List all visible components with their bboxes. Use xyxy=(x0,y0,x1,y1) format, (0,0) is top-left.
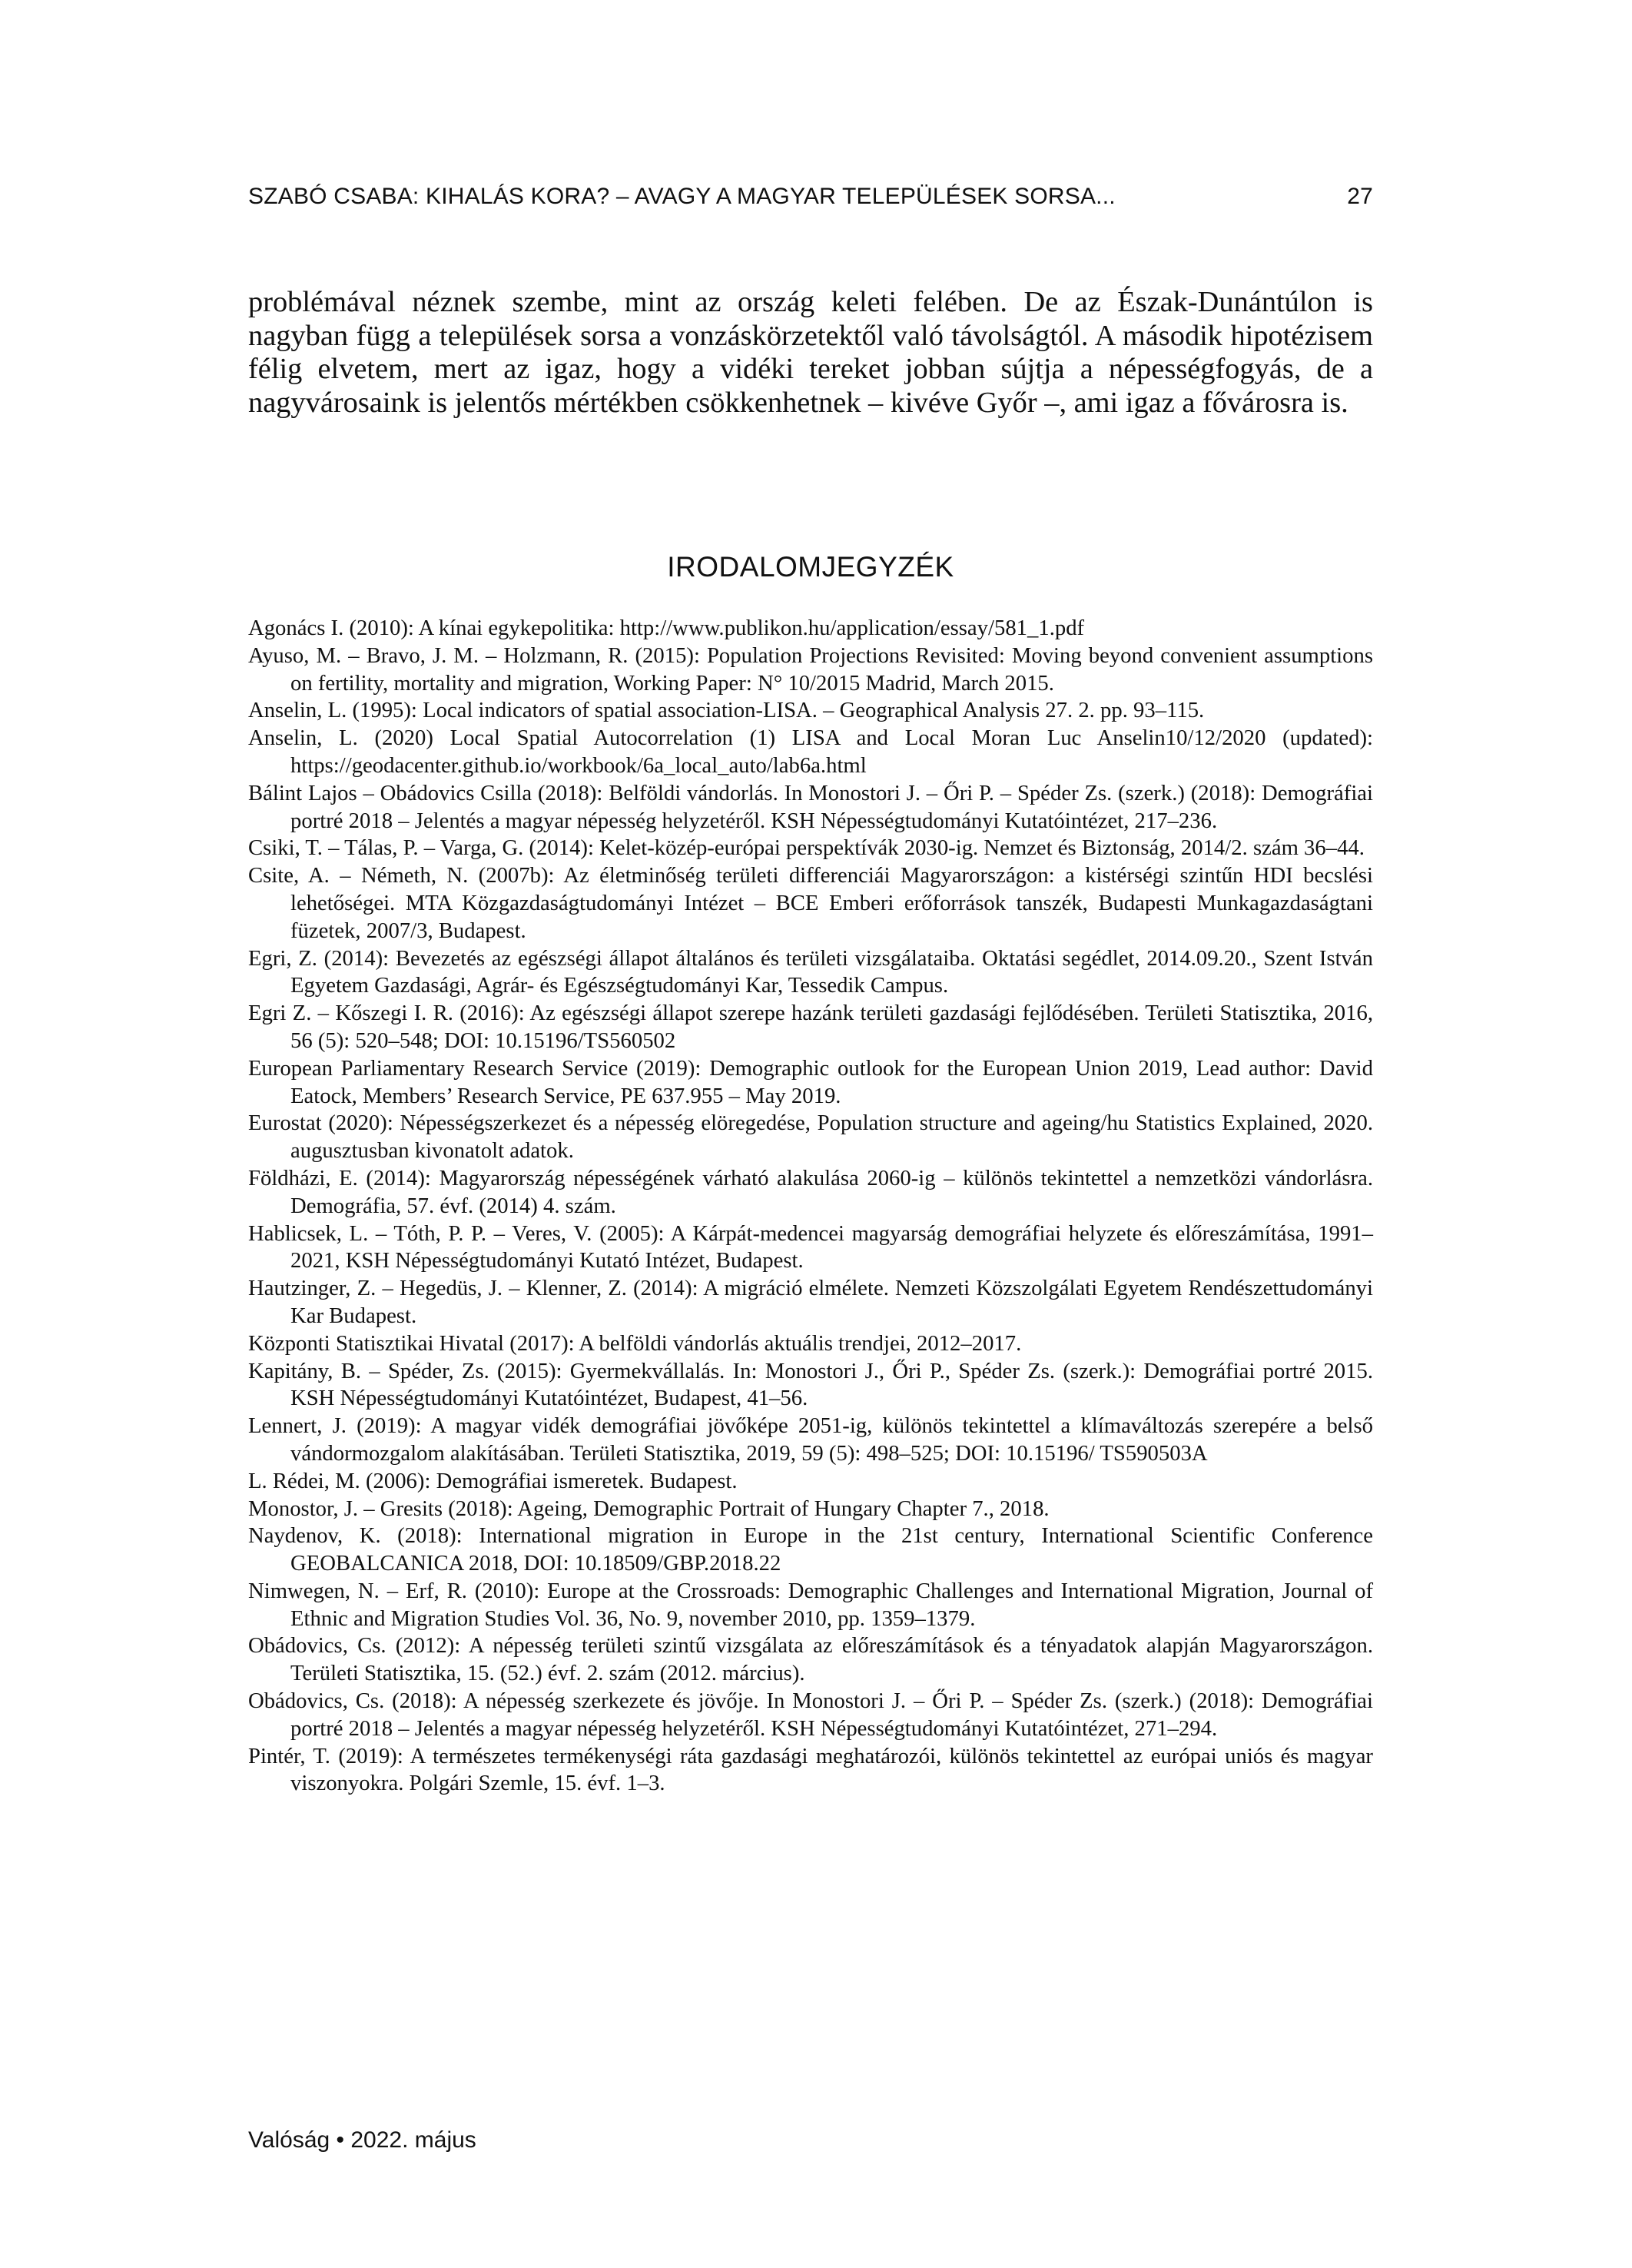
reference-item: Központi Statisztikai Hivatal (2017): A belföldi vándorlás aktuális trendjei, 2012–2017. xyxy=(248,1330,1022,1356)
reference-item: Pintér, T. (2019): A természetes termékenységi ráta gazdasági meghatározói, különös tekintettel az európai uniós és magyar viszonyokra. Polgári Szemle, 15. évf. 1–3. xyxy=(248,1743,1373,1796)
page-number: 27 xyxy=(1347,184,1373,209)
reference-item: Földházi, E. (2014): Magyarország népességének várható alakulása 2060-ig – különös tekintettel a nemzetközi vándorlásra. Demográfia, 57. évf. (2014) 4. szám. xyxy=(248,1165,1373,1218)
running-title: SZABÓ CSABA: KIHALÁS KORA? – AVAGY A MAGYAR TELEPÜLÉSEK SORSA... xyxy=(248,184,1116,209)
reference-item: European Parliamentary Research Service (2019): Demographic outlook for the European Union 2019, Lead author: David Eatock, Members’ Research Service, PE 637.955 – May 2019. xyxy=(248,1055,1373,1108)
reference-item: Nimwegen, N. – Erf, R. (2010): Europe at the Crossroads: Demographic Challenges and International Migration, Journal of Ethnic and Migration Studies Vol. 36, No. 9, november 2010, pp. 1359–1379. xyxy=(248,1578,1373,1631)
reference-item: Csiki, T. – Tálas, P. – Varga, G. (2014): Kelet-közép-európai perspektívák 2030-ig. Nemzet és Biztonság, 2014/2. szám 36–44. xyxy=(248,835,1365,861)
reference-list xyxy=(248,615,1373,1798)
reference-item: Ayuso, M. – Bravo, J. M. – Holzmann, R. (2015): Population Projections Revisited: Moving beyond convenient assumptions on fertility, mortality and migration, Working Paper: N° 10/2015 Madrid, March 2015. xyxy=(248,643,1373,696)
reference-item: Obádovics, Cs. (2018): A népesség szerkezete és jövője. In Monostori J. – Őri P. – Spéder Zs. (szerk.) (2018): Demográfiai portré 2018 – Jelentés a magyar népesség helyzetéről. KSH Népességtudományi Kutatóintézet, 271–294. xyxy=(248,1689,1373,1741)
running-header xyxy=(248,184,1373,210)
reference-item: Lennert, J. (2019): A magyar vidék demográfiai jövőképe 2051-ig, különös tekintettel a klímaváltozás szerepére a belső vándormozgalom alakításában. Területi Statisztika, 2019, 59 (5): 498–525; DOI: 10.15196/ TS590503A xyxy=(248,1413,1373,1466)
reference-item: Anselin, L. (1995): Local indicators of spatial association-LISA. – Geographical Analysis 27. 2. pp. 93–115. xyxy=(248,698,1205,723)
reference-item: Csite, A. – Németh, N. (2007b): Az életminőség területi differenciái Magyarországon: a kistérségi szintűn HDI becslési lehetőségei. MTA Közgazdaságtudományi Intézet – BCE Emberi erőforrások tanszék, Budapesti Munkagazdaságtani füzetek, 2007/3, Budapest. xyxy=(248,863,1373,943)
reference-item: Hautzinger, Z. – Hegedüs, J. – Klenner, Z. (2014): A migráció elmélete. Nemzeti Közszolgálati Egyetem Rendészettudományi Kar Budapest. xyxy=(248,1276,1373,1328)
closing-paragraph: problémával néznek szembe, mint az ország keleti felében. De az Észak-Dunántúlon is nagyban függ a települések sorsa a vonzáskörzetektől való távolságtól. A második hipotézisem félig elvetem, mert az igaz, hogy a vidéki tereket jobban sújtja a népességfogyás, de a nagyvárosaink is jelentős mértékben csökkenhetnek – kivéve Győr –, ami igaz a fővárosra is. xyxy=(248,286,1373,419)
page-footer: Valóság • 2022. május xyxy=(248,2127,476,2153)
reference-item: L. Rédei, M. (2006): Demográfiai ismeretek. Budapest. xyxy=(248,1468,738,1493)
references-heading: IRODALOMJEGYZÉK xyxy=(667,551,954,583)
reference-item: Kapitány, B. – Spéder, Zs. (2015): Gyermekvállalás. In: Monostori J., Őri P., Spéder Zs. (szerk.): Demográfiai portré 2015. KSH Népességtudományi Kutatóintézet, Budapest, 41–56. xyxy=(248,1358,1373,1411)
reference-item: Egri, Z. (2014): Bevezetés az egészségi állapot általános és területi vizsgálataiba. Oktatási segédlet, 2014.09.20., Szent István Egyetem Gazdasági, Agrár- és Egészségtudományi Kar, Tessedik Campus. xyxy=(248,945,1373,998)
reference-item: Eurostat (2020): Népességszerkezet és a népesség elöregedése, Population structure and ageing/hu Statistics Explained, 2020. augusztusban kivonatolt adatok. xyxy=(248,1111,1373,1164)
reference-item: Obádovics, Cs. (2012): A népesség területi szintű vizsgálata az előreszámítások és a tényadatok alapján Magyarországon. Területi Statisztika, 15. (52.) évf. 2. szám (2012. március). xyxy=(248,1633,1373,1686)
reference-item: Bálint Lajos – Obádovics Csilla (2018): Belföldi vándorlás. In Monostori J. – Őri P. – Spéder Zs. (szerk.) (2018): Demográfiai portré 2018 – Jelentés a magyar népesség helyzetéről. KSH Népességtudományi Kutatóintézet, 217–236. xyxy=(248,780,1373,833)
reference-item: Naydenov, K. (2018): International migration in Europe in the 21st century, International Scientific Conference GEOBALCANICA 2018, DOI: 10.18509/GBP.2018.22 xyxy=(248,1523,1373,1576)
reference-item: Monostor, J. – Gresits (2018): Ageing, Demographic Portrait of Hungary Chapter 7., 2018. xyxy=(248,1496,1050,1521)
reference-item: Agonács I. (2010): A kínai egykepolitika: http://www.publikon.hu/application/essay/581_1.pdf xyxy=(248,616,1085,640)
reference-item: Anselin, L. (2020) Local Spatial Autocorrelation (1) LISA and Local Moran Luc Anselin10/12/2020 (updated): https://geodacenter.github.io/workbook/6a_local_auto/lab6a.html xyxy=(248,726,1373,778)
reference-item: Hablicsek, L. – Tóth, P. P. – Veres, V. (2005): A Kárpát-medencei magyarság demográfiai helyzete és előreszámítása, 1991–2021, KSH Népességtudományi Kutató Intézet, Budapest. xyxy=(248,1220,1373,1273)
reference-item: Egri Z. – Kőszegi I. R. (2016): Az egészségi állapot szerepe hazánk területi gazdasági fejlődésében. Területi Statisztika, 2016, 56 (5): 520–548; DOI: 10.15196/TS560502 xyxy=(248,1001,1373,1053)
